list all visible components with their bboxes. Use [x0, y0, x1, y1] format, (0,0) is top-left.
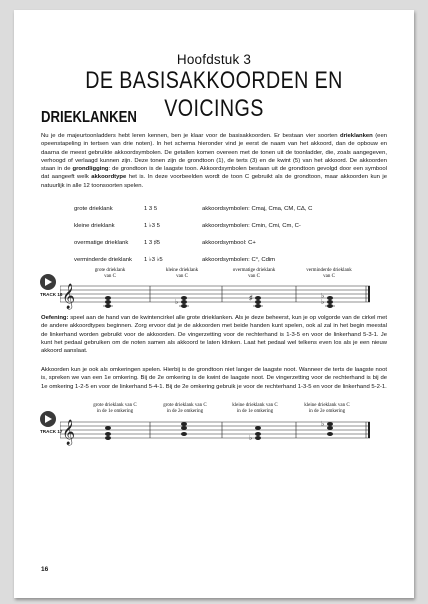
triad-symbols: akkoordsymbolen: Cmaj, Cma, CM, CΔ, C: [202, 206, 313, 212]
exercise-label: Oefening:: [41, 315, 69, 321]
music-staff-inversions: [60, 412, 380, 452]
intro-paragraph: [41, 132, 387, 190]
treble-clef-icon: 𝄞: [62, 284, 76, 309]
chapter-label: Hoofdstuk 3: [176, 52, 252, 67]
svg-text:♯: ♯: [249, 295, 253, 302]
chord-label-line: overmatige drieklank: [232, 268, 276, 273]
svg-text:♭: ♭: [175, 299, 179, 306]
triad-formula: 1 ♭3 5: [144, 223, 160, 229]
intro-term: akkoordtype: [91, 174, 127, 181]
intro-term: grondligging: [72, 166, 109, 173]
chord-label-line: van C: [104, 273, 116, 279]
svg-text:♭: ♭: [249, 435, 253, 442]
chord-label-line: in de 2e omkering: [308, 408, 346, 414]
svg-text:♭: ♭: [321, 421, 325, 428]
intro-text: : de grondtoon is de laagste toon. Akkoordsymbolen bestaan uit de grondtoon gevolgd door een symbool dat aangeeft welk: [41, 166, 387, 181]
chord-label-line: grote drieklank: [94, 268, 126, 273]
exercise-paragraph: [41, 314, 387, 355]
page-title: DE BASISAKKOORDEN EN VOICINGS: [85, 67, 343, 122]
triad-name: grote drieklank: [74, 206, 113, 212]
triad-row: [74, 223, 374, 240]
triad-name: verminderde drieklank: [74, 257, 132, 263]
chord-label-line: grote drieklank van C: [163, 403, 207, 408]
treble-clef-icon: 𝄞: [62, 420, 76, 445]
svg-text:♭: ♭: [321, 299, 325, 306]
triad-formula: 1 3 5: [144, 206, 158, 212]
intro-text: Nu je de majeurtoonladders hebt leren kennen, ben je klaar voor de basisakkoorden. Er bestaan vier soorten: [41, 133, 340, 139]
triad-formula: 1 ♭3 ♭5: [144, 257, 163, 263]
chord-label-line: kleine drieklank: [165, 268, 199, 273]
triad-symbols: akkoordsymbool: C+: [202, 240, 256, 246]
chord-label-line: in de 1e omkering: [96, 408, 134, 414]
triad-name: overmatige drieklank: [74, 240, 129, 246]
page-number: 16: [41, 566, 49, 573]
chord-label-line: in de 2e omkering: [166, 408, 204, 414]
triad-row: [74, 240, 374, 257]
track-17-label: TRACK 17: [40, 429, 63, 434]
music-staff-triads: [60, 273, 380, 316]
chord-label-line: van C: [176, 273, 188, 279]
triad-formula: 1 3 ♯5: [144, 240, 161, 246]
intro-text: het is. In deze voorbeelden wordt de toon C gebruikt als de grondtoon, maar akkoorden kun je natuurlijk in alle 12 toonsoorten spelen.: [41, 174, 387, 189]
exercise-text: speel aan de hand van de kwintencirkel alle grote drieklanken. Als je deze beheerst, kun je op volgorde van de cirkel met de andere akkoordtypes beginnen. Zorg ervoor dat je de akkoorden met beide handen kunt spelen, ook al zal in het begin meestal de linkerhand worden gebruikt voor de akkoorden. De vingerzetting voor de rechterhand is 1-3-5 en voor de linkerhand 5-3-1. Je kunt het pedaal gebruiken om de noten samen als akkoord te laten klinken. Laat het pedaal wel telkens even los als je een nieuw akkoord aanslaat.: [41, 315, 387, 355]
intro-term: drieklanken: [339, 133, 373, 139]
play-track-16-icon[interactable]: [40, 274, 56, 290]
chord-label-line: kleine drieklank van C: [304, 403, 350, 408]
book-page: [14, 10, 414, 598]
play-track-17-icon[interactable]: [40, 411, 56, 427]
inversions-paragraph: Akkoorden kun je ook als omkeringen spelen. Hierbij is de grondtoon niet langer de laagste noot. Wanneer de terts de laagste noot is, spreken we van een 1e omkering. Bij de 2e omkering is de kwint de laagste noot. De vingerzetting voor de rechterhand is bij de 1e omkering 1-2-5 en voor de linkerhand 5-4-1. Bij de 2e omkering gebruik je voor de rechterhand 1-3-5 en voor de linkerhand 5-2-1.: [41, 367, 387, 390]
section-heading: DRIEKLANKEN: [41, 109, 137, 126]
triad-table: [74, 206, 374, 274]
svg-text:♭: ♭: [321, 293, 325, 300]
triad-symbols: akkoordsymbolen: C°, Cdim: [202, 257, 276, 263]
chord-label-line: verminderde drieklank: [306, 268, 352, 273]
chord-label-line: in de 1e omkering: [236, 408, 274, 414]
chord-label-line: van C: [323, 273, 335, 279]
track-16-label: TRACK 16: [40, 292, 63, 297]
triad-row: [74, 206, 374, 223]
chord-label-line: van C: [248, 273, 260, 279]
triad-name: kleine drieklank: [74, 223, 115, 229]
chord-label-line: kleine drieklank van C: [232, 403, 278, 408]
triad-symbols: akkoordsymbolen: Cmin, Cmi, Cm, C-: [202, 223, 301, 229]
intro-text: (een opeenstapeling in tertsen van drie noten). In het schema hieronder vind je eerst de naam van het akkoord, dan de opbouw en daarna de meest gebruikte akkoordsymbolen. De getallen komen overeen met de tonen uit de toonladder, die, zoals aangegeven, verhoogd of verlaagd kunnen zijn. Deze tonen zijn de grondtoon (1), de terts (3) en de kwint (5) van het akkoord. De akkoorden staan in de: [41, 133, 387, 173]
chord-label-line: grote drieklank van C: [93, 403, 137, 408]
